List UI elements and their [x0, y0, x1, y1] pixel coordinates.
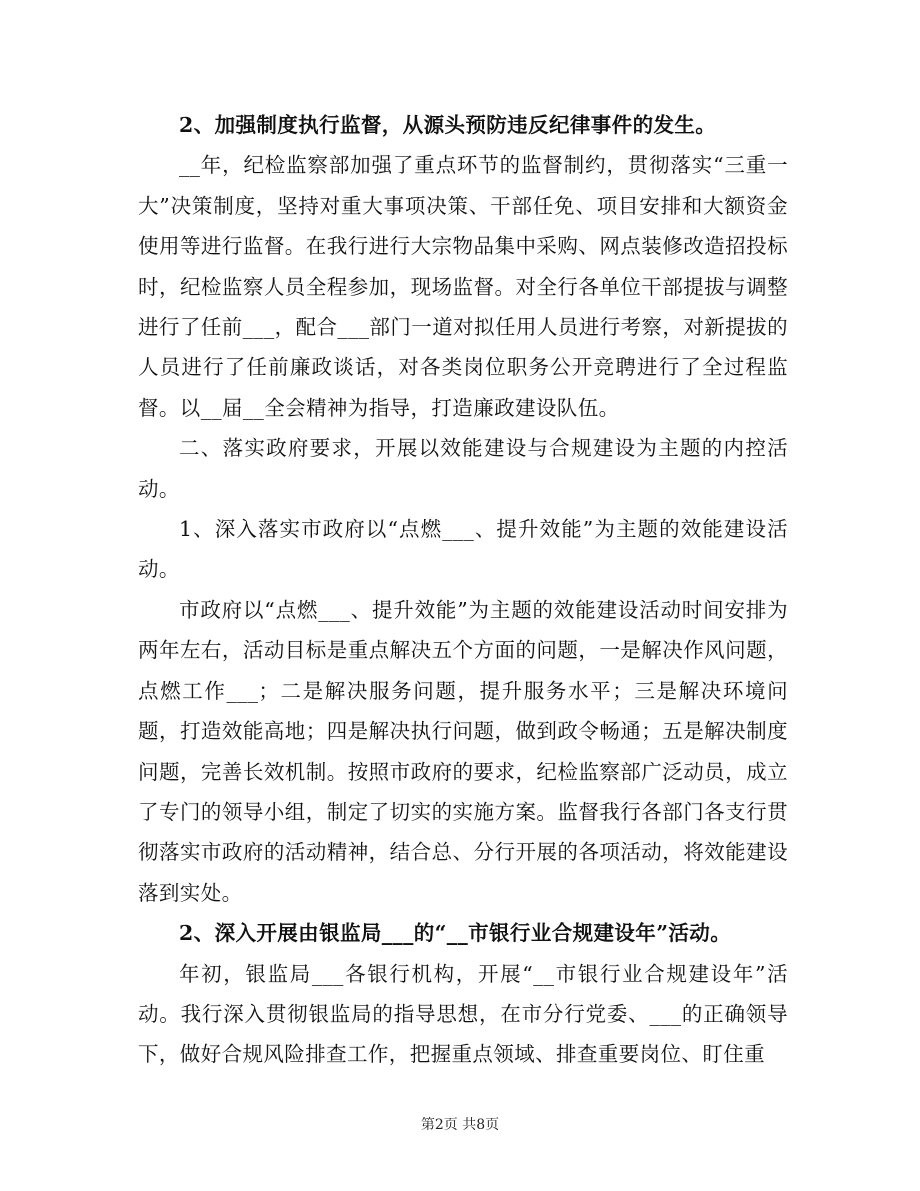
- paragraph-section-two-title: 二、落实政府要求，开展以效能建设与合规建设为主题的内控活动。: [138, 436, 788, 501]
- paragraph-supervision-body: __年，纪检监察部加强了重点环节的监督制约，贯彻落实“三重一大”决策制度，坚持对重大事项决策、干部任免、项目安排和大额资金使用等进行监督。在我行进行大宗物品集中采购、网点装修改造招投标时，纪检监察人员全程参加，现场监督。对全行各单位干部提拔与调整进行了任前___，配合___部门一道对拟任用人员进行考察，对新提拔的人员进行了任前廉政谈话，对各类岗位职务公开竞聘进行了全过程监督。以__届__全会精神为指导，打造廉政建设队伍。: [138, 153, 788, 420]
- document-body: [138, 105, 788, 1075]
- paragraph-heading-2-compliance: 2、深入开展由银监局___的“__市银行业合规建设年”活动。: [179, 921, 732, 946]
- page-number-footer: 第2页 共8页: [420, 1117, 500, 1133]
- paragraph-efficiency-body: 市政府以“点燃___、提升效能”为主题的效能建设活动时间安排为两年左右，活动目标是重点解决五个方面的问题，一是解决作风问题，点燃工作___；二是解决服务问题，提升服务水平；三是解决环境问题，打造效能高地；四是解决执行问题，做到政令畅通；五是解决制度问题，完善长效机制。按照市政府的要求，纪检监察部广泛动员，成立了专门的领导小组，制定了切实的实施方案。监督我行各部门各支行贯彻落实市政府的活动精神，结合总、分行开展的各项活动，将效能建设落到实处。: [138, 597, 788, 905]
- paragraph-compliance-body: 年初，银监局___各银行机构，开展“__市银行业合规建设年”活动。我行深入贯彻银监局的指导思想，在市分行党委、___的正确领导下，做好合规风险排查工作，把握重点领域、排查重要岗位、盯住重: [138, 961, 788, 1067]
- paragraph-heading-2-supervision: 2、加强制度执行监督，从源头预防违反纪律事件的发生。: [179, 113, 717, 137]
- paragraph-heading-1-efficiency: 1、深入落实市政府以“点燃___、提升效能”为主题的效能建设活动。: [138, 517, 788, 582]
